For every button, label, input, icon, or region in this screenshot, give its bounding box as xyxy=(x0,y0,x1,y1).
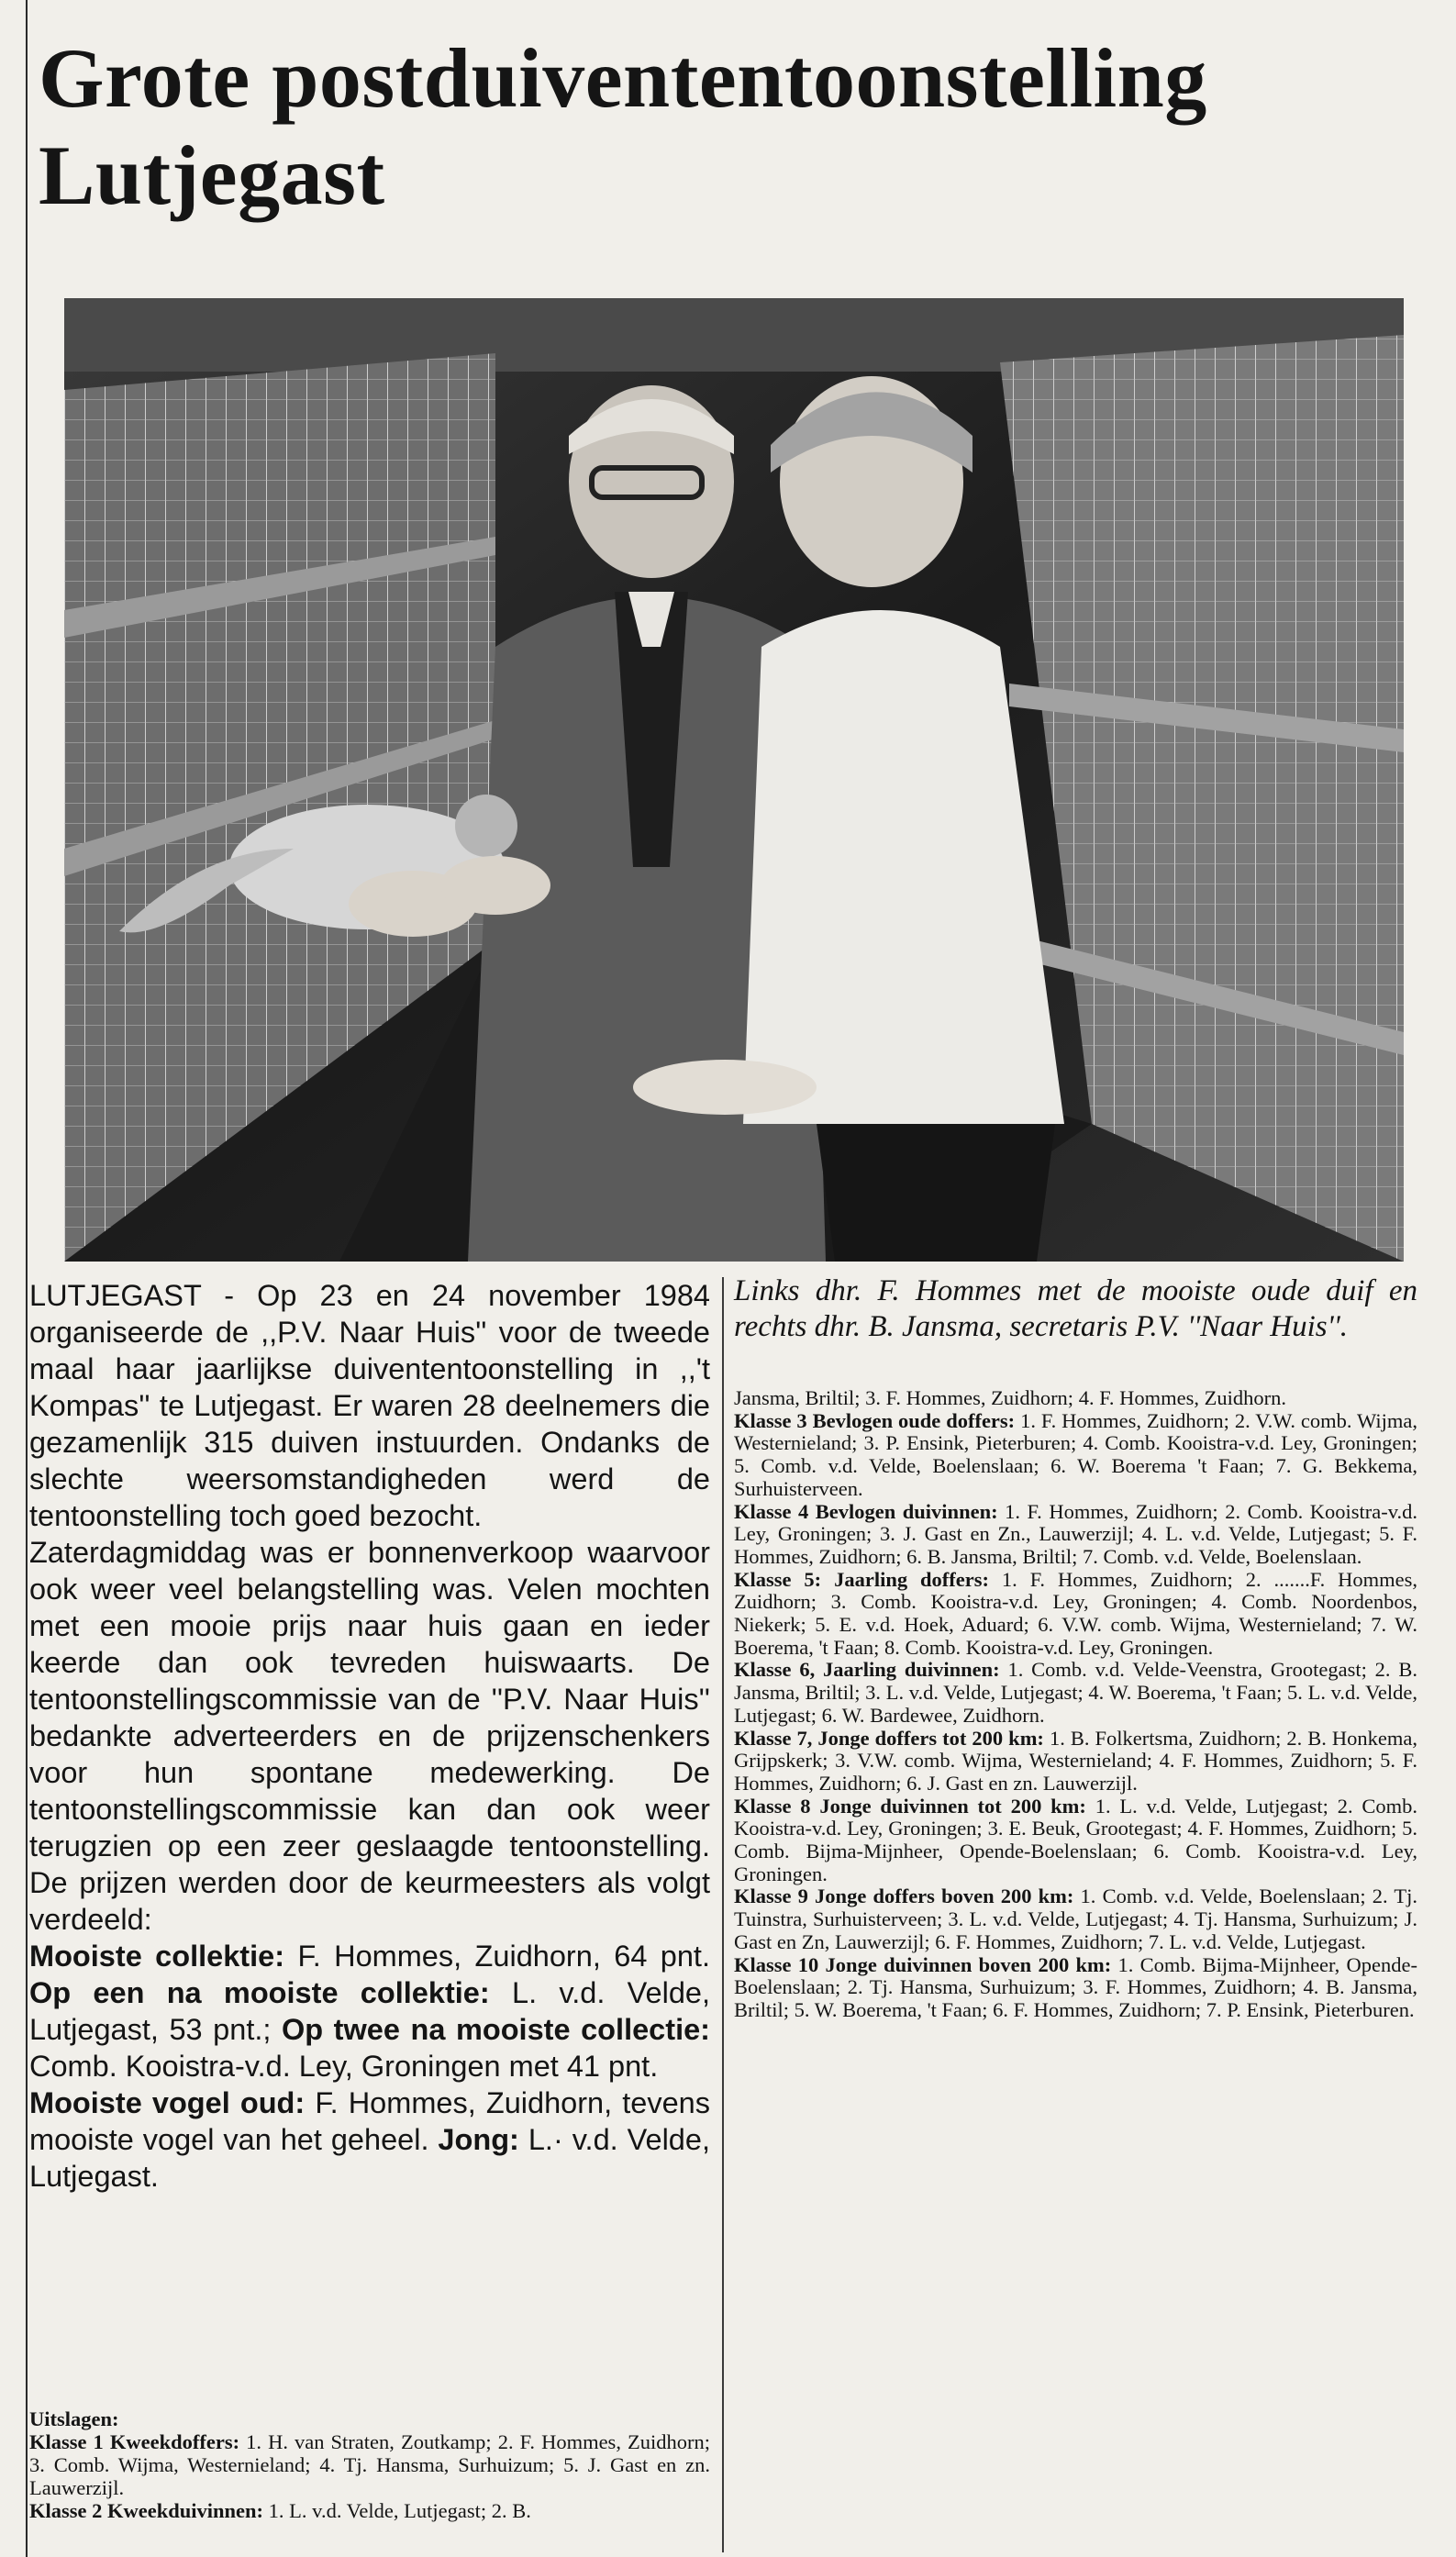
class-label: Klasse 4 Bevlogen duivinnen: xyxy=(734,1499,998,1523)
photo-pigeon-exhibition xyxy=(64,298,1404,1262)
class-text: 1. F. Hommes, Zuidhorn; 2. Comb. Kooistra-v.d. Ley, Groningen; 3. J. Gast en Zn., Lauwerzijl; 4. L. v.d. Velde, Lutjegast; 5. F. Hommes, Zuidhorn; 6. B. Jansma, Briltil; 7. Comb. v.d. Velde, Boelenslaan. xyxy=(734,1499,1417,1568)
award-text: F. Hommes, Zuidhorn, 64 pnt. xyxy=(284,1940,710,1973)
class-label: Klasse 5: Jaarling doffers: xyxy=(734,1567,989,1591)
class-label: Klasse 3 Bevlogen oude doffers: xyxy=(734,1408,1016,1432)
award-label: Op een na mooiste collektie: xyxy=(29,1976,490,2009)
class-text: 1. F. Hommes, Zuidhorn; 2. V.W. comb. Wijma, Westernieland; 3. P. Ensink, Pieterburen; 4. Comb. Kooistra-v.d. Ley, Groningen; 5. Comb. v.d. Velde, Boelenslaan; 6. W. Boerema 't Faan; 7. G. Bekkema, Surhuisterveen. xyxy=(734,1408,1418,1500)
headline-line-2: Lutjegast xyxy=(39,128,385,222)
results-entry xyxy=(734,1728,1417,1795)
best-bird-label: Mooiste vogel oud: xyxy=(29,2086,306,2119)
results-entry xyxy=(734,1569,1417,1660)
class-label: Klasse 2 Kweekduivinnen: xyxy=(29,2499,264,2522)
class-text: 1. L. v.d. Velde, Lutjegast; 2. Comb. Kooistra-v.d. Ley, Groningen; 3. E. Beuk, Grootegast; 4. F. Hommes, Zuidhorn; 5. Comb. Bijma-Mijnheer, Opende-Boelenslaan; 6. Comb. Kooistra-v.d. Ley, Groningen. xyxy=(734,1794,1418,1885)
results-left xyxy=(29,2407,710,2522)
best-bird-text: F. Hommes, Zuidhorn, tevens mooiste vogel van het geheel. xyxy=(29,2086,710,2156)
article-body xyxy=(29,1277,710,2195)
class-label: Klasse 7, Jonge doffers tot 200 km: xyxy=(734,1726,1044,1750)
class-label: Klasse 1 Kweekdoffers: xyxy=(29,2430,240,2453)
class-label: Klasse 10 Jonge duivinnen boven 200 km: xyxy=(734,1952,1112,1976)
results-entry xyxy=(734,1659,1417,1727)
left-margin-rule xyxy=(26,0,28,2557)
article-paragraph-2: Zaterdagmiddag was er bonnenverkoop waarvoor ook weer veel belangstelling was. Velen mochten met een mooie prijs naar huis gaan en ieder keerde dan ook tevreden huiswaarts. De tentoonstellingscommissie van de ''P.V. Naar Huis'' bedankte adverteerders en de prijzenschenkers voor hun spontane medewerking. De tentoonstellingscommissie kan dan ook weer terugzien op een zeer geslaagde tentoonstelling. De prijzen werden door de keurmeesters als volgt verdeeld: xyxy=(29,1536,710,1936)
class-text: 1. H. van Straten, Zoutkamp; 2. F. Hommes, Zuidhorn; 3. Comb. Wijma, Westernieland; 4. Tj. Hansma, Surhuizum; 5. J. Gast en zn. Lauwerzijl. xyxy=(29,2430,710,2499)
class-label: Klasse 9 Jonge doffers boven 200 km: xyxy=(734,1884,1074,1908)
class-text: 1. L. v.d. Velde, Lutjegast; 2. B. xyxy=(263,2499,531,2522)
results-entry xyxy=(734,1954,1417,2022)
award-text: L. v.d. Velde, Lutjegast, 53 pnt.; xyxy=(29,1976,710,2046)
headline-line-1: Grote postduivententoonstelling xyxy=(39,31,1207,125)
photo-caption: Links dhr. F. Hommes met de mooiste oude duif en rechts dhr. B. Jansma, secretaris P.V. ''Naar Huis''. xyxy=(734,1274,1417,1343)
young-text: L.· v.d. Velde, Lutjegast. xyxy=(29,2123,710,2193)
results-entry xyxy=(734,1410,1417,1501)
results-entry xyxy=(734,1795,1417,1886)
class-text: 1. Comb. Bijma-Mijnheer, Opende-Boelenslaan; 2. Tj. Hansma, Surhuizum; 3. F. Hommes, Zuidhorn; 4. B. Jansma, Briltil; 5. W. Boerema, 't Faan; 6. F. Hommes, Zuidhorn; 7. P. Ensink, Pieterburen. xyxy=(734,1952,1417,2021)
results-class-2 xyxy=(29,2499,710,2522)
class-text: 1. Comb. v.d. Velde, Boelenslaan; 2. Tj. Tuinstra, Surhuisterveen; 3. L. v.d. Velde, Lutjegast; 4. Tj. Hansma, Surhuizum; J. Gast en Zn, Lauwerzijl; 6. F. Hommes, Zuidhorn; 7. L. v.d. Velde, Lutjegast. xyxy=(734,1884,1417,1953)
article-best-bird xyxy=(29,2085,710,2195)
class-label: Klasse 6, Jaarling duivinnen: xyxy=(734,1658,1000,1682)
photo-illustration xyxy=(64,298,1404,1262)
article-awards xyxy=(29,1938,710,2085)
article-paragraph-1: LUTJEGAST - Op 23 en 24 november 1984 organiseerde de ,,P.V. Naar Huis'' voor de tweede maal haar jaarlijkse duivententoonstelling in ,,'t Kompas'' te Lutjegast. Er waren 28 deelnemers die gezamenlijk 315 duiven instuurden. Ondanks de slechte weersomstandigheden werd de tentoonstelling toch goed bezocht. xyxy=(29,1279,710,1532)
results-right xyxy=(734,1387,1417,2022)
class-text: 1. F. Hommes, Zuidhorn; 2. .......F. Hommes, Zuidhorn; 3. Comb. Kooistra-v.d. Ley, Groningen; 4. Comb. Noordenbos, Niekerk; 5. E. v.d. Hoek, Aduard; 6. V.W. comb. Wijma, Westernieland; 7. W. Boerema, 't Faan; 8. Comb. Kooistra-v.d. Ley, Groningen. xyxy=(734,1567,1418,1659)
results-class-1 xyxy=(29,2430,710,2499)
results-entry xyxy=(734,1387,1417,1410)
results-entry xyxy=(734,1501,1417,1569)
class-text: 1. B. Folkertsma, Zuidhorn; 2. B. Honkema, Grijpskerk; 3. V.W. comb. Wijma, Westernieland; 4. F. Hommes, Zuidhorn; 5. F. Hommes, Zuidhorn; 6. J. Gast en zn. Lauwerzijl. xyxy=(734,1726,1418,1795)
award-label: Op twee na mooiste collectie: xyxy=(281,2013,710,2046)
results-title xyxy=(29,2407,710,2430)
class-text: 1. Comb. v.d. Velde-Veenstra, Grootegast; 2. B. Jansma, Briltil; 3. L. v.d. Velde, Lutjegast; 4. W. Boerema, 't Faan; 5. L. v.d. Velde, Lutjegast; 6. W. Bardewee, Zuidhorn. xyxy=(734,1658,1417,1727)
results-title-text: Uitslagen: xyxy=(29,2407,119,2430)
young-label: Jong: xyxy=(438,2123,519,2156)
award-label: Mooiste collektie: xyxy=(29,1940,285,1973)
class-text: Jansma, Briltil; 3. F. Hommes, Zuidhorn; 4. F. Hommes, Zuidhorn. xyxy=(734,1386,1287,1409)
results-entry xyxy=(734,1885,1417,1953)
class-label: Klasse 8 Jonge duivinnen tot 200 km: xyxy=(734,1794,1086,1818)
column-divider xyxy=(722,1277,724,2552)
award-text: Comb. Kooistra-v.d. Ley, Groningen met 41 pnt. xyxy=(29,2050,659,2083)
headline xyxy=(39,29,1442,224)
